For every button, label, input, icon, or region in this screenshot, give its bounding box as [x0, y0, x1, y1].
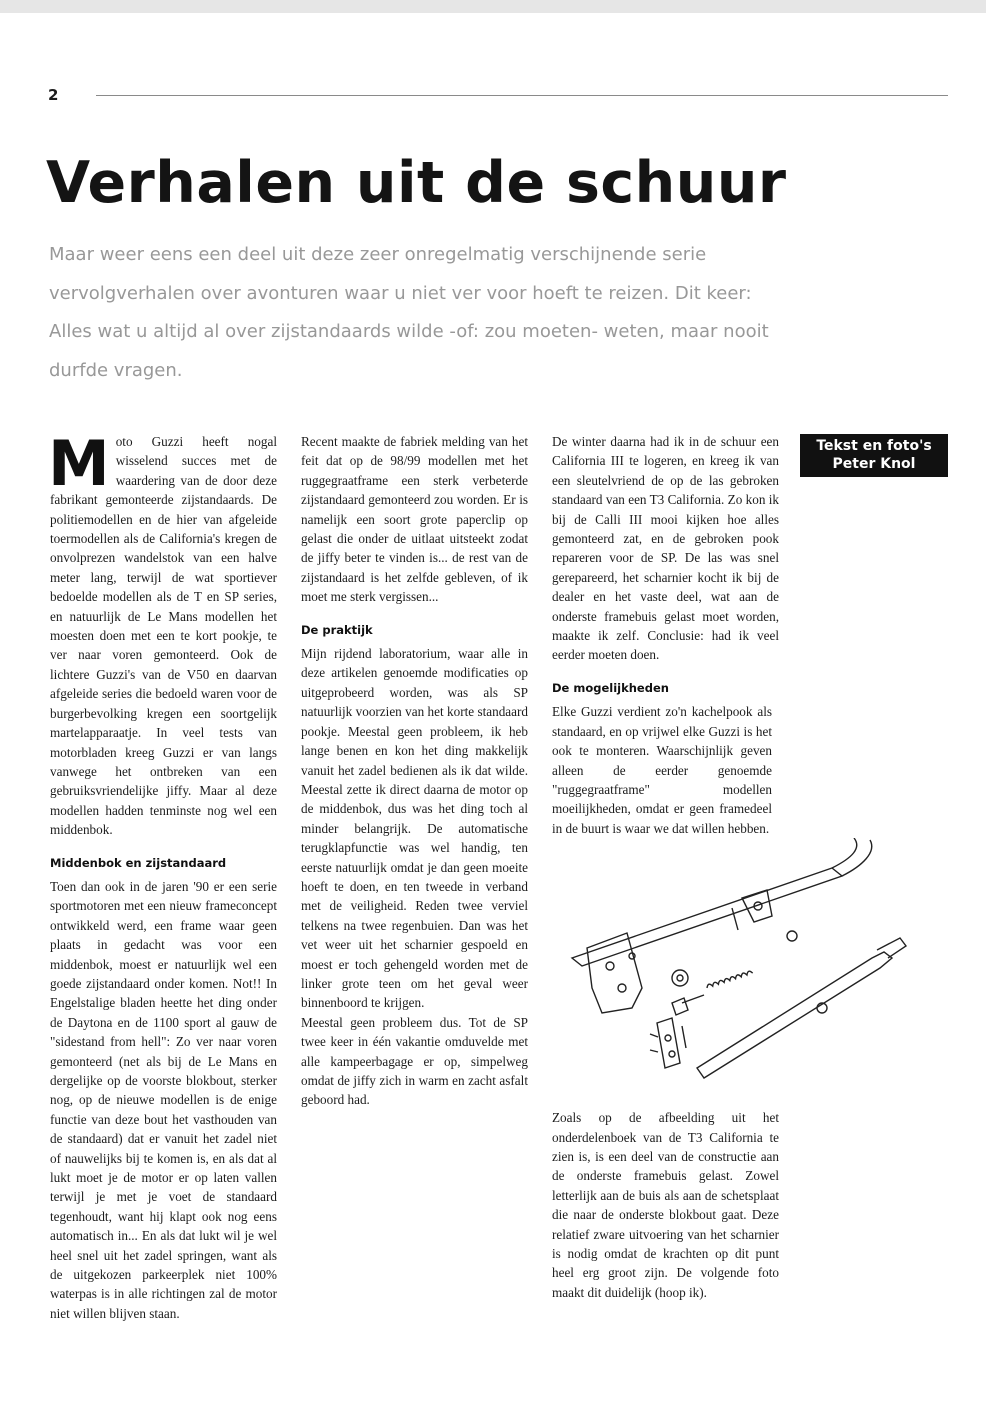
paragraph-praktijk: Mijn rijdend laboratorium, waar alle in deze artikelen genoemde modificaties op uitgeprobeerd worden, was als SP natuurlijk voorzien van het korte standaard pookje. Meestal geen probleem, ik heb lange benen en kon het ding makkelijk vanuit het zadel bedienen als ik dat wilde. Meestal zette ik direct daarna de motor op de middenbok, dus was het ding toch al minder belangrijk. De automatische terugklapfunctie was wel handig, ten eerste natuurlijk omdat je dan geen moeite hoeft te doen, en ten tweede in verband met de veiligheid. Reden twee verviel telkens na twee regenbuien. Dan was het vet weer uit het scharnier gespoeld en moest er toch gehengeld worden met de linker grote teen om het geval weer binnenboord te krijgen. — [301, 646, 528, 1011]
frame-sidestand-drawing — [532, 838, 912, 1088]
paragraph-recent: Recent maakte de fabriek melding van het feit dat op de 98/99 modellen met het ruggegraatframe een sterk verbeterde zijstandaard gemonteerd zou worden. Er is namelijk een soort grote paperclip op gelast die onder de uitlaat uitsteekt zodat de jiffy beter te vinden is... de rest van de zijstandaard is het zelfde gebleven, of ik moet me sterk vergissen... — [301, 434, 528, 605]
opening-paragraph-text: oto Guzzi heeft nogal wisselend succes met de waardering van de door deze fabrikant gemonteerde zijstandaards. De politiemodellen en de hier van afgeleide toermodellen als de California's kregen de onvolprezen wandelstok van een halve meter lang, terwijl de wat sportiever bedoelde modellen als de T en SP series, en natuurlijk de Le Mans modellen het moesten doen met een te kort pookje, te ver naar voren gemonteerd. Ook de lichtere Guzzi's van de V50 en daarvan afgeleide series die bedoeld waren voor de burgerbevolking kregen een soortgelijk martelapparaatje. In veel tests van motorbladen kreeg Guzzi er van langs vanwege het ontbreken van een gebruiksvriendelijke jiffy. Maar al deze modellen hadden tenminste nog wel een middenbok. — [50, 434, 277, 838]
header-rule — [96, 95, 948, 96]
subheading-middenbok: Middenbok en zijstandaard — [50, 855, 227, 870]
paragraph-vakantie: Meestal geen probleem dus. Tot de SP twee keer in één vakantie omduvelde met alle kampeerbagage er op, simpelweg omdat de jiffy zich in warm en zacht asfalt geboord had. — [301, 1014, 528, 1108]
column-1 — [48, 427, 277, 1323]
credit-author: Peter Knol — [832, 456, 916, 472]
scan-top-edge — [0, 0, 986, 13]
paragraph-onderdelenboek: Zoals op de afbeelding uit het onderdelenboek van de T3 California te zien is, is een deel van de constructie aan de onderste framebuis gelast. Zowel letterlijk aan de buis als aan de schetsplaat die naar de onderste blokbout gaat. Deze relatief zware uitvoering van het scharnier is nodig omdat de krachten op dit punt heel erg groot zijn. De volgende foto maakt dit duidelijk (hoop ik). — [552, 1110, 779, 1300]
credit-label: Tekst en foto's — [816, 438, 932, 454]
parts-diagram — [532, 838, 912, 1088]
paragraph-winter: De winter daarna had ik in de schuur een California III te logeren, en kreeg ik van een sleutelvriend de op de las gebroken standaard van een T3 California. Zo kon ik bij de Calli III mooi kijken hoe alles gemonteerd zat, en de gebroken pook repareren voor de SP. De las was snel gerepareerd, het scharnier kocht ik bij de dealer en het vaste deel, wat aan de onderste framebuis gelast moet worden, maakte ik zelf. Conclusie: had ik veel eerder moeten doen. — [552, 434, 779, 663]
column-2 — [301, 432, 528, 1110]
author-credit-box — [800, 434, 948, 477]
article-intro: Maar weer eens een deel uit deze zeer onregelmatig verschijnende serie vervolgverhalen over avonturen waar u niet ver voor hoeft te reizen. Dit keer: Alles wat u altijd al over zijstandaards wilde -of: zou moeten- weten, maar nooit durfde vragen. — [49, 244, 769, 381]
column-3 — [552, 432, 779, 1302]
drop-cap: M — [48, 427, 110, 500]
opening-paragraph — [48, 427, 277, 840]
subheading-praktijk: De praktijk — [301, 622, 373, 637]
subheading-mogelijkheden: De mogelijkheden — [552, 680, 669, 695]
article-title: Verhalen uit de schuur — [46, 150, 787, 216]
paragraph-middenbok: Toen dan ook in de jaren '90 er een serie sportmotoren met een nieuw frameconcept ontwikkeld werd, een frame waar geen plaats in gedacht was voor een middenbok, moest er natuurlijk wel een goede zijstandaard onder komen. Not!! In Engelstalige bladen heette het ding onder de Daytona en de 1100 sport al gauw de "sidestand from hell": Zo ver naar voren gemonteerd (net als bij de Le Mans en dergelijke op de voorste blokbout, sterker nog, op de nieuwe modellen is de enige functie van deze bout het vasthouden van de standaard) dat er vanuit het zadel niet of nauwelijks bij te komen is, en als dat al lukt moet je de motor er op laten vallen terwijl je met je voet de standaard tegenhoudt, want hij klapt ook nog eens automatisch in... En als dat lukt wil je wel heel snel uit het zadel springen, want als de uitgekozen parkeerplek niet 100% waterpas is in alle richtingen zal de motor niet willen blijven staan. — [50, 878, 277, 1321]
page-number: 2 — [48, 86, 59, 104]
paragraph-mogelijkheden: Elke Guzzi verdient zo'n kachelpook als standaard, en op vrijwel elke Guzzi is het ook te monteren. Waarschijnlijk geven alleen de eerder genoemde "ruggegraatframe" modellen moeilijkheden, omdat er geen framedeel in de buurt is waar we dat willen hebben. — [552, 704, 772, 836]
